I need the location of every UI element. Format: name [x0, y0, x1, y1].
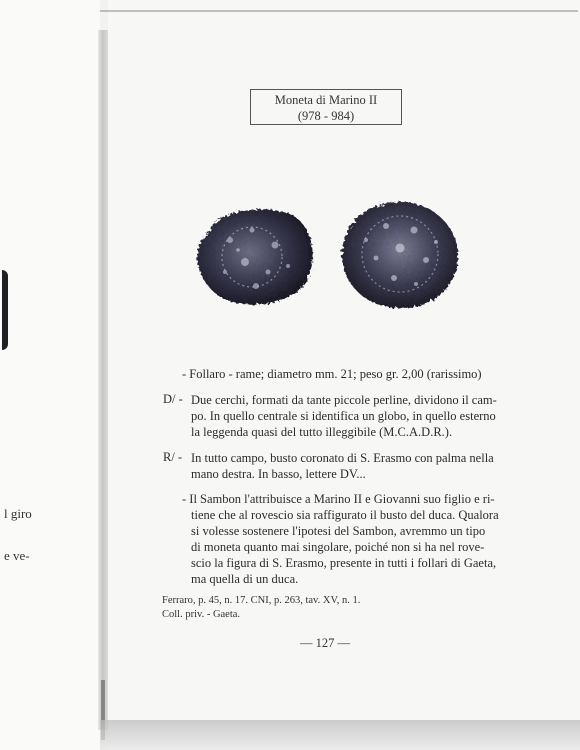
- coin-reverse-image: [336, 196, 464, 312]
- note-line: si volesse sostenere l'ipotesi del Sambon, avremmo un tipo: [191, 524, 486, 538]
- bibliographic-references: [162, 594, 360, 622]
- note-line: - Il Sambon l'attribuisce a Marino II e Giovanni suo figlio e ri-: [182, 492, 495, 506]
- coin-title-box: [250, 89, 402, 125]
- obverse-line: Due cerchi, formati da tante piccole perline, dividono il cam-: [191, 393, 497, 407]
- coin-obverse-image: [190, 200, 320, 312]
- obverse-line: la leggenda quasi del tutto illeggibile (M.C.A.D.R.).: [191, 425, 453, 439]
- scan-bottom-shadow: [100, 720, 580, 750]
- reference-line: Ferraro, p. 45, n. 17. CNI, p. 263, tav. XV, n. 1.: [162, 595, 361, 606]
- note-line: scio la figura di S. Erasmo, presente in tutti i follari di Gaeta,: [191, 556, 497, 570]
- obverse-description: [191, 392, 497, 440]
- coin-title: Moneta di Marino II: [274, 93, 378, 107]
- note-line: di moneta quanto mai singolare, poiché non si ha nel rove-: [191, 540, 485, 554]
- binding-shadow-mark: [2, 270, 8, 350]
- collection-line: Coll. priv. - Gaeta.: [162, 609, 241, 620]
- obverse-line: po. In quello centrale si identifica un globo, in quello esterno: [191, 409, 496, 423]
- book-spine: [98, 30, 108, 730]
- note-line: ma quella di un duca.: [191, 572, 299, 586]
- page-top-edge: [100, 10, 578, 12]
- coin-date-range: (978 - 984): [297, 109, 355, 123]
- coin-summary: - Follaro - rame; diametro mm. 21; peso gr. 2,00 (rarissimo): [182, 367, 482, 381]
- reverse-line: In tutto campo, busto coronato di S. Erasmo con palma nella: [191, 451, 494, 465]
- previous-page-fragment: l giro: [4, 506, 32, 521]
- attribution-note: [182, 491, 499, 587]
- note-line: tiene che al rovescio sia raffigurato il busto del duca. Qualora: [191, 508, 499, 522]
- previous-page-fragment: e ve-: [4, 548, 30, 563]
- reverse-line: mano destra. In basso, lettere DV...: [191, 467, 366, 481]
- page-number: — 127 —: [300, 636, 350, 650]
- obverse-label: D/ -: [163, 392, 183, 406]
- previous-page-edge: [0, 0, 100, 750]
- reverse-label: R/ -: [163, 450, 183, 464]
- reverse-description: [191, 450, 494, 482]
